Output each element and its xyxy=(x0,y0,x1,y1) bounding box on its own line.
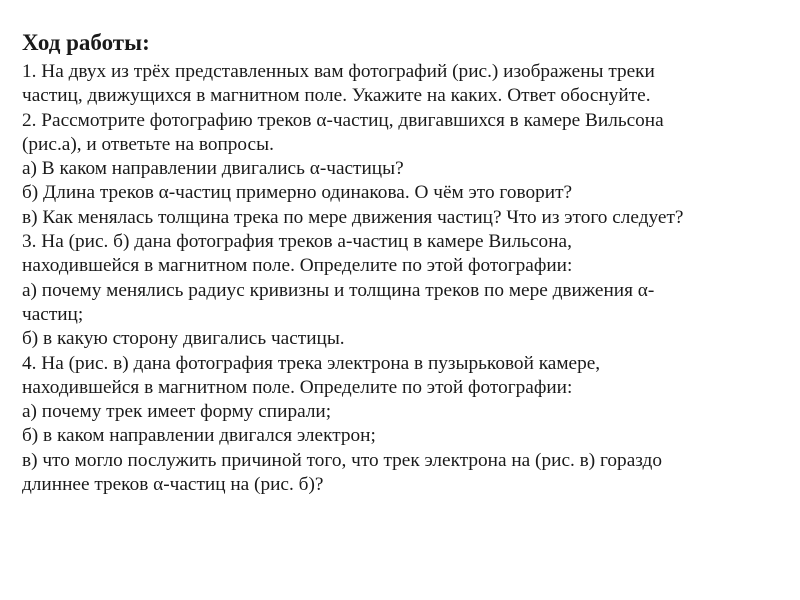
text-line: частиц, движущихся в магнитном поле. Укажите на каких. Ответ обоснуйте. xyxy=(22,85,651,107)
section-title: Ход работы: xyxy=(22,30,150,55)
text-line: б) в какую сторону двигались частицы. xyxy=(22,328,345,350)
text-line: находившейся в магнитном поле. Определите по этой фотографии: xyxy=(22,376,573,398)
text-line: в) что могло послужить причиной того, что трек электрона на (рис. в) гораздо xyxy=(22,449,662,471)
text-line: длиннее треков α-частиц на (рис. б)? xyxy=(22,474,324,496)
text-line: а) почему трек имеет форму спирали; xyxy=(22,401,332,423)
text-line: 4. На (рис. в) дана фотография трека электрона в пузырьковой камере, xyxy=(22,352,601,374)
text-line: (рис.а), и ответьте на вопросы. xyxy=(22,133,274,155)
slide-content xyxy=(22,28,792,497)
task-text xyxy=(22,60,792,497)
text-line: б) в каком направлении двигался электрон; xyxy=(22,425,376,447)
text-line: частиц; xyxy=(22,303,84,325)
text-line: а) В каком направлении двигались α-частицы? xyxy=(22,158,404,180)
text-line: в) Как менялась толщина трека по мере движения частиц? Что из этого следует? xyxy=(22,206,684,228)
text-line: б) Длина треков α-частиц примерно одинакова. О чём это говорит? xyxy=(22,182,573,204)
text-line: 2. Рассмотрите фотографию треков α-частиц, двигавшихся в камере Вильсона xyxy=(22,109,664,131)
text-line: а) почему менялись радиус кривизны и толщина треков по мере движения α- xyxy=(22,279,655,301)
text-line: 3. На (рис. б) дана фотография треков а-частиц в камере Вильсона, xyxy=(22,231,572,253)
text-line: 1. На двух из трёх представленных вам фотографий (рис.) изображены треки xyxy=(22,61,655,82)
text-line: находившейся в магнитном поле. Определите по этой фотографии: xyxy=(22,255,573,277)
